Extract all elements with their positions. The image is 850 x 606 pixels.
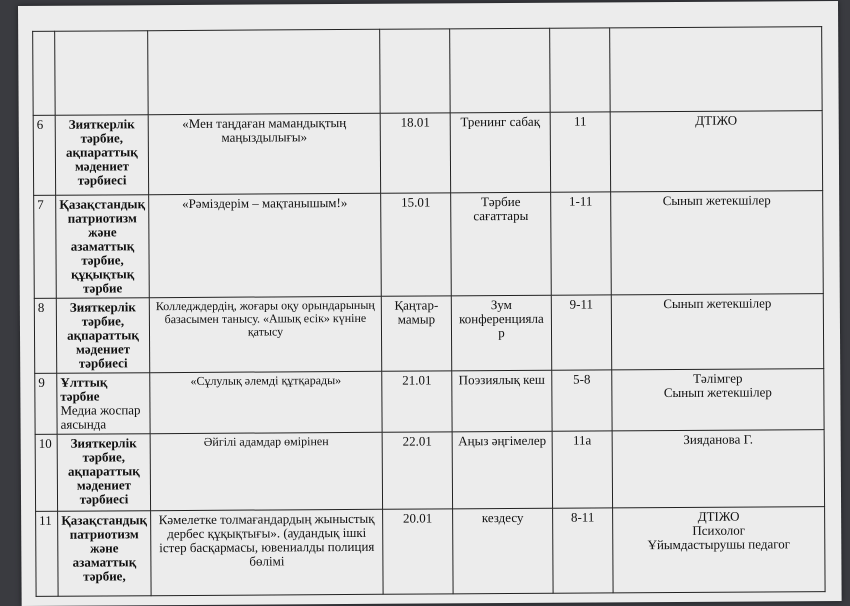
responsible-cell: Сынып жетекшілер — [611, 191, 824, 295]
form-cell: Поэзиялық кеш — [452, 370, 552, 432]
direction-cell: Қазақстандық патриотизм және азаматтық тәрбие, — [58, 511, 152, 597]
row-number: 9 — [35, 373, 57, 434]
class-cell: 1-11 — [551, 192, 612, 295]
class-cell: 11 — [550, 112, 610, 192]
date-cell: 22.01 — [382, 432, 452, 509]
event-plan-table — [32, 26, 825, 597]
event-title-cell: «Мен таңдаған мамандықтың маңыздылығы» — [148, 113, 380, 194]
date-cell: 18.01 — [380, 113, 450, 193]
table-row — [34, 191, 824, 299]
event-title-cell: Колледждердің, жоғары оқу орындарының базасымен танысу. «Ашық есік» күніне қатысу — [149, 296, 381, 372]
date-cell: 20.01 — [383, 509, 454, 594]
class-cell: 9-11 — [551, 295, 611, 370]
direction-cell — [57, 373, 150, 435]
responsible-line: Ұйымдастырушы педагог — [647, 536, 791, 553]
date-cell: Қаңтар-мамыр — [381, 296, 451, 371]
faded-header-row — [33, 27, 822, 116]
responsible-cell: Сынып жетекшілер — [611, 294, 823, 370]
direction-cell: Зияткерлік тәрбие, ақпараттық мәдениет тәрбиесі — [56, 298, 149, 374]
direction-cell: Зияткерлік тәрбие, ақпараттық мәдениет тәрбиесі — [57, 434, 150, 512]
row-number: 11 — [36, 511, 59, 596]
table-row — [35, 430, 824, 512]
direction-cell: Қазақстандық патриотизм және азаматтық тәрбие, құқықтық тәрбие — [56, 195, 150, 299]
class-cell: 11а — [552, 431, 612, 508]
direction-note: Медиа жоспар аясында — [60, 402, 141, 432]
date-cell: 21.01 — [382, 371, 452, 432]
event-title-cell: Кәмелетке толмағандардың жыныстық дербес құқықтығы». (аудандық ішкі істер басқармасы, ювениалды полиция бөлімі — [151, 509, 384, 595]
responsible-line: Психолог — [692, 522, 746, 538]
responsible-cell: ДТІЖО — [610, 111, 822, 192]
direction-cell: Зияткерлік тәрбие, ақпараттық мәдениет тәрбиесі — [55, 115, 148, 196]
table-row — [36, 507, 826, 597]
date-cell: 15.01 — [381, 193, 452, 296]
responsible-line: ДТІЖО — [697, 508, 740, 524]
event-title-cell: «Рәміздерім – мақтанышым!» — [149, 193, 382, 297]
form-cell: кездесу — [453, 508, 554, 594]
row-number: 7 — [34, 195, 57, 298]
form-cell: Зум конференцияла р — [451, 295, 551, 371]
table-row — [35, 369, 824, 435]
form-cell: Тәрбие сағаттары — [451, 192, 552, 296]
direction-text: Ұлттық тәрбие — [60, 374, 108, 404]
document-page — [18, 1, 842, 606]
form-cell: Тренинг сабақ — [450, 112, 550, 193]
class-cell: 8-11 — [553, 508, 614, 593]
row-number: 10 — [35, 434, 57, 511]
responsible-line: Сынып жетекшілер — [663, 384, 772, 401]
row-number: 8 — [34, 298, 56, 373]
event-title-cell: Әйгілі адамдар өмірінен — [150, 432, 382, 510]
row-number: 6 — [33, 115, 55, 195]
responsible-cell — [612, 369, 824, 431]
table-row — [33, 111, 822, 196]
responsible-cell: Зияданова Г. — [612, 430, 824, 508]
form-cell: Аңыз әңгімелер — [452, 431, 552, 509]
responsible-cell — [613, 507, 826, 593]
table-row — [34, 294, 823, 374]
class-cell: 5-8 — [552, 370, 612, 431]
responsible-line: Тәлімгер — [693, 370, 743, 386]
event-title-cell: «Сұлулық әлемді құтқарады» — [150, 371, 382, 433]
